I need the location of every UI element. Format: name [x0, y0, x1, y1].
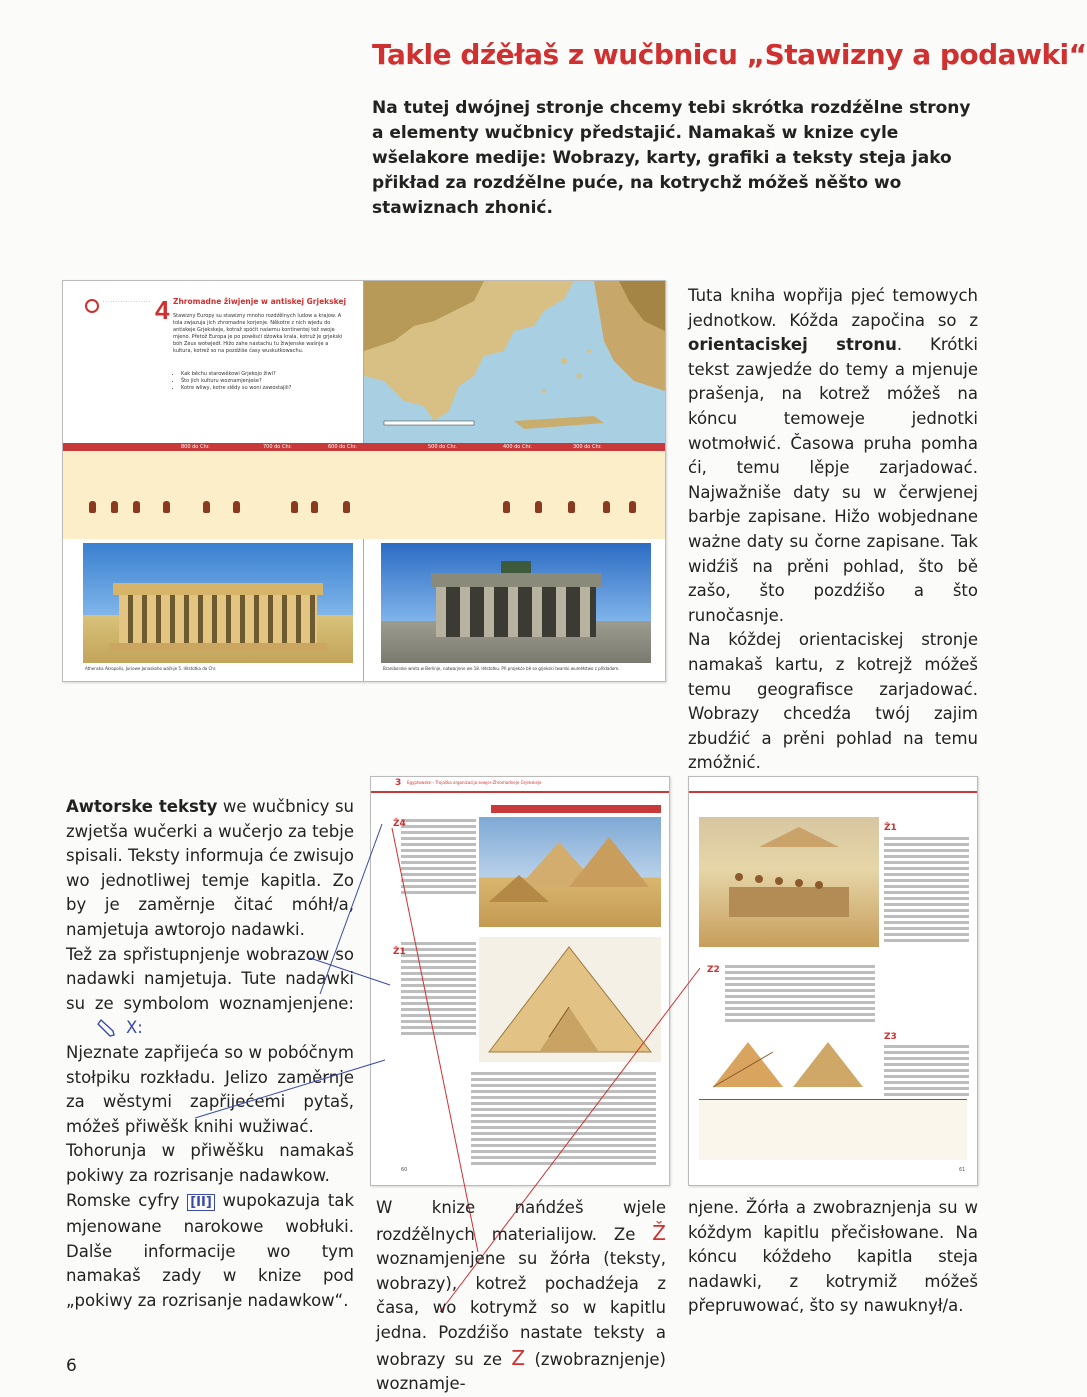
- photo-caption: Athenska Akropolis, Juriowe Jonaskoho wašnje 5. lětstotka do Chr.: [85, 666, 217, 671]
- photo-caption: Braniborske wrota w Berlinje, natwarjene we 18. lětstotku. Při projekće bě so grjekski twarski wuměłstwo z přikładom.: [383, 666, 620, 671]
- source-marker: Ž4: [393, 819, 406, 829]
- timeline-label: 700 do Chr.: [263, 444, 292, 450]
- question-item: • Što jich kulturu woznamjenješe?: [181, 378, 351, 385]
- chapter-label: 3: [395, 778, 402, 788]
- illustration-marker: Z3: [884, 1032, 897, 1042]
- materials-description-cont: njene. Žórła a zwobraznjenja su w kóždym kapitlu přečisłowane. Na kóncu kóždeho kapitla steja nadawki, z kotrymiž móžeš přepruwować, što sy nawuknył/a.: [688, 1198, 978, 1316]
- page-heading: Egyptowske – Trojaška organizacija sewjer-Zhromadneje Grjekskeje: [407, 780, 542, 785]
- timeline-label: 500 do Chr.: [428, 444, 457, 450]
- timeline-label: 800 do Chr.: [181, 444, 210, 450]
- question-item: • Kotre wliwy, kotre slědy su woni zawostajili?: [181, 385, 351, 392]
- orientation-paragraph: Tuta kniha wopřija pjeć temowych jednotkow. Kóžda započina so z orientaciskej stronu. Krótki tekst zawjedźe do temy a mjenuje prašenja, na kotrež móžeš na kóncu temoweje jednotki wotmołwić. Časowa pruha pomha ći, temu lěpje zarjadować. Najwažniše daty su w čerwjenej barbje zapisane. Hižo wobjednane ważne daty su čorne zapisane. Tak widźiš na prěni pohlad, što bě zašo, što pozdźišo a što runočasnje.: [688, 286, 979, 625]
- source-marker: Ž1: [884, 823, 897, 833]
- materials-description: W knize nańdźeš wjele rozdźělnych materialijow. Ze Ž woznamjenjene su žórła (teksty, wobrazy), kotrež pochadźeja z časa, wo kotrymž so w kapitlu jedna. Pozdźišo nastate teksty a wobrazy su ze Z (zwobraznjenje) woznamje-: [376, 1198, 666, 1394]
- author-paragraph: Tež za spřistupnjenje wobrazow so nadawki namjetuja. Tute nadawki su ze symbolom woznamjenjene: X:: [66, 944, 354, 1038]
- illustration-marker: Z2: [707, 965, 720, 975]
- source-z-icon: Ž: [652, 1220, 666, 1245]
- timeline-label: 400 do Chr.: [503, 444, 532, 450]
- author-paragraph: Awtorske teksty we wučbnicy su zwjetša wučerki a wučerjo za tebje spisali. Teksty informuja će zwisujo wo jednotliwej temje kapitla. Zo by je zaměrnje čitać móhł/a, namjetuja awtorojo nadawki.: [66, 797, 354, 939]
- page-number: 6: [66, 1356, 77, 1376]
- timeline-label: 600 do Chr.: [328, 444, 357, 450]
- orientation-paragraph: Na kóždej orientaciskej stronje namakaš kartu, z kotrejž móžeš temu geografisce zarjadować. Wobrazy chcedźa twój zajim zbudźić a prěni pohlad na temu zmóžnić.: [688, 630, 978, 773]
- intro-paragraph: Na tutej dwójnej stronje chcemy tebi skrótka rozdźělne strony a elementy wučbnicy předstajić. Namakaš w knize cyle wšelakore medije: Wobrazy, karty, grafiki a teksty steja jako přikład za rozdźělne puće, na kotrychž móžeš něšto wo stawiznach zhonić.: [372, 98, 971, 218]
- source-marker: Ž1: [393, 947, 406, 957]
- illustration-z-icon: Z: [511, 1345, 526, 1370]
- timeline-label: 300 do Chr.: [573, 444, 602, 450]
- roman-numeral-marker: [II]: [187, 1194, 215, 1211]
- author-paragraph: Tohorunja w přiwěšku namakaš pokiwy za rozrisanje nadawkow.: [66, 1141, 354, 1185]
- author-paragraph: Njeznate zapřijeća so w pobóčnym stołpiku rozkładu. Jelizo zaměrnje za wěstymi zapřijećemi pytaš, móžeš přiwěšk knihi wužiwać.: [66, 1042, 354, 1136]
- page-num: 60: [401, 1167, 408, 1173]
- page-title: Takle dźěłaš z wučbnicu „Stawizny a podawki“: [372, 38, 1087, 71]
- orientation-left-page: · · · · · · · · · · · · · · · · · · · 4 Zhromadne žiwjenje w antiskej Grjekskej Stawizny Europy su stawizny mnoho rozdźělnych ludow a krajow. A tola zwjazuja jich zhromadne korjenje. Někotre z nich wjedu do antiskeje Grjekskeje, kotraž spóčit našemu kontinentej tež swoje mjeno. Přetož Europa je po powěsći dźowka krala, kotruž je grjekski bóh Zeus wotwjedł. Hižo zahe nastachu tu žiwjenske wašnje a kultura, kotrež so na pozdźiše časy wuskutkowachu. • Kak běchu starowěkowi Grjekojo žiwi? • Što jich kulturu woznamjenješe? • Kotre wliwy, kotre slědy su woni zawostajili?: [63, 281, 363, 681]
- chapter-title: Zhromadne žiwjenje w antiskej Grjekskej: [173, 297, 347, 306]
- question-item: • Kak běchu starowěkowi Grjekojo žiwi?: [181, 371, 351, 378]
- chapter-number: 4: [155, 295, 170, 325]
- chapter-intro-text: Stawizny Europy su stawizny mnoho rozdźělnych ludow a krajow. A tola zwjazuja jich zhromadne korjenje. Někotre z nich wjedu do antiskeje Grjekskeje, kotraž spóčit našemu kontinentej tež swoje mjeno. Přetož Europa je po powěsći dźowka krala, kotruž je grjekski bóh Zeus wotwjedł. Hižo zahe nastachu tu žiwjenske wašnje a kultura, kotrež so na pozdźiše časy wuskutkowachu.: [173, 313, 343, 354]
- page-num: 61: [959, 1167, 966, 1173]
- author-paragraph: Romske cyfry [II] wupokazuja tak mjenowane narokowe wobłuki. Dalše informacije wo tym namakaš zady w knize pod „pokiwy za rozrisanje nadawkow“.: [66, 1190, 355, 1310]
